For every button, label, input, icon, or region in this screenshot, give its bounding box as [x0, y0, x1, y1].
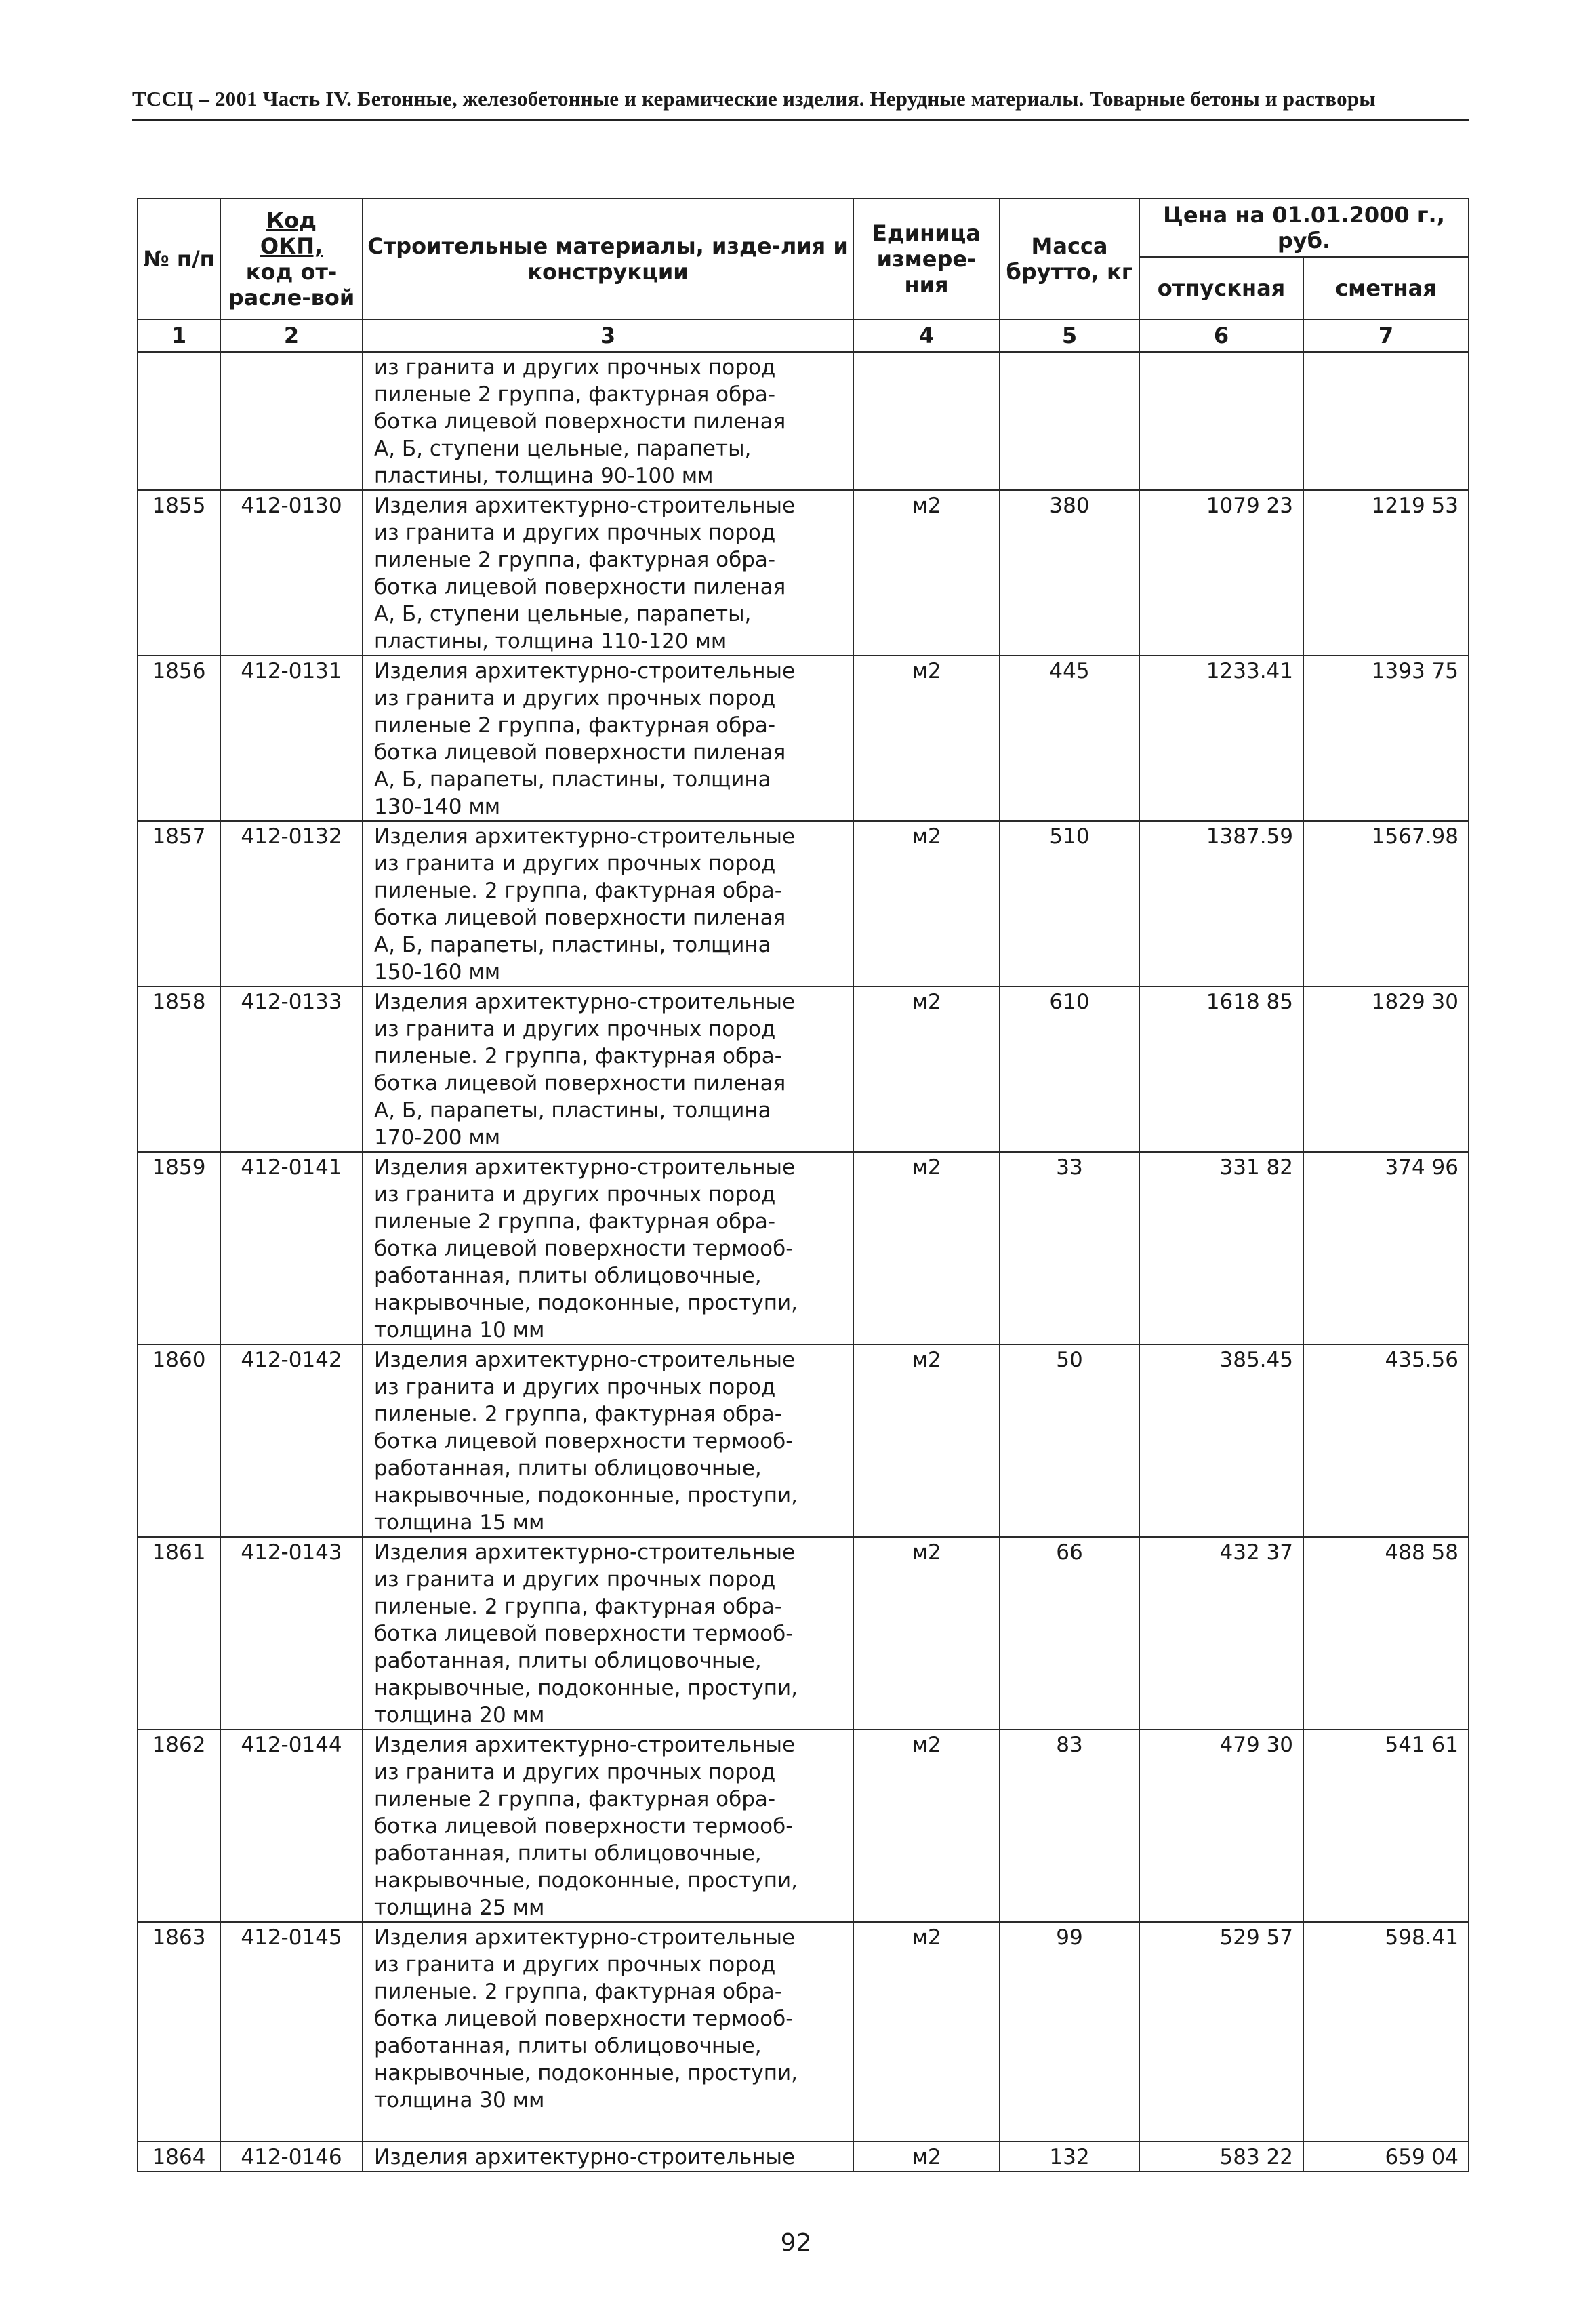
row-num: 1857 [138, 821, 220, 986]
row-mass: 66 [1000, 1537, 1139, 1729]
row-desc: Изделия архитектурно-строительные из гранита и других прочных пород пиленые. 2 группа, фактурная обра- ботка лицевой поверхности термооб- работанная, плиты облицовочные, накрывочные, подоконные, проступи, толщина 20 мм [363, 1537, 853, 1729]
row-price-release: 583 22 [1139, 2142, 1303, 2171]
table-cell [220, 352, 363, 490]
table-row [138, 1344, 1469, 1537]
column-number: 5 [1000, 319, 1139, 352]
row-unit: м2 [853, 1537, 1000, 1729]
row-mass: 132 [1000, 2142, 1139, 2171]
row-price-estimate: 1219 53 [1303, 490, 1469, 656]
table-cell [1000, 352, 1139, 490]
header-num: № п/п [138, 199, 220, 319]
row-price-estimate: 1567.98 [1303, 821, 1469, 986]
row-desc: Изделия архитектурно-строительные из гранита и других прочных пород пиленые. 2 группа, фактурная обра- ботка лицевой поверхности пиленая А, Б, парапеты, пластины, толщина 170-200 мм [363, 986, 853, 1152]
table-cell [1139, 352, 1303, 490]
continuation-row [138, 352, 1469, 490]
row-price-estimate: 1393 75 [1303, 656, 1469, 821]
row-mass: 99 [1000, 1922, 1139, 2142]
column-number: 3 [363, 319, 853, 352]
header-okp-line1: Код [266, 207, 317, 233]
row-mass: 83 [1000, 1729, 1139, 1922]
row-price-estimate: 374 96 [1303, 1152, 1469, 1344]
row-num: 1863 [138, 1922, 220, 2142]
row-num: 1855 [138, 490, 220, 656]
row-desc: Изделия архитектурно-строительные из гранита и других прочных пород пиленые. 2 группа, фактурная обра- ботка лицевой поверхности пиленая А, Б, парапеты, пластины, толщина 150-160 мм [363, 821, 853, 986]
row-unit: м2 [853, 490, 1000, 656]
row-mass: 610 [1000, 986, 1139, 1152]
row-code: 412-0141 [220, 1152, 363, 1344]
row-unit: м2 [853, 1344, 1000, 1537]
row-code: 412-0143 [220, 1537, 363, 1729]
row-num: 1861 [138, 1537, 220, 1729]
row-mass: 50 [1000, 1344, 1139, 1537]
table-cell [1303, 352, 1469, 490]
column-number-row [138, 319, 1469, 352]
row-code: 412-0144 [220, 1729, 363, 1922]
table-row [138, 1537, 1469, 1729]
row-mass: 510 [1000, 821, 1139, 986]
row-unit: м2 [853, 1729, 1000, 1922]
row-desc: Изделия архитектурно-строительные из гранита и других прочных пород пиленые. 2 группа, фактурная обра- ботка лицевой поверхности термооб- работанная, плиты облицовочные, накрывочные, подоконные, проступи, толщина 30 мм [363, 1922, 853, 2142]
table-row [138, 490, 1469, 656]
row-desc: Изделия архитектурно-строительные из гранита и других прочных пород пиленые 2 группа, фактурная обра- ботка лицевой поверхности термооб- работанная, плиты облицовочные, накрывочные, подоконные, проступи, толщина 10 мм [363, 1152, 853, 1344]
table-row [138, 2142, 1469, 2171]
row-price-release: 1387.59 [1139, 821, 1303, 986]
row-price-estimate: 659 04 [1303, 2142, 1469, 2171]
row-mass: 33 [1000, 1152, 1139, 1344]
row-num: 1860 [138, 1344, 220, 1537]
row-price-estimate: 541 61 [1303, 1729, 1469, 1922]
row-mass: 380 [1000, 490, 1139, 656]
column-number: 6 [1139, 319, 1303, 352]
row-price-release: 432 37 [1139, 1537, 1303, 1729]
row-code: 412-0132 [220, 821, 363, 986]
row-code: 412-0146 [220, 2142, 363, 2171]
header-material: Строительные материалы, изде-лия и конструкции [363, 199, 853, 319]
table-cell [138, 352, 220, 490]
column-number: 4 [853, 319, 1000, 352]
row-price-release: 1233.41 [1139, 656, 1303, 821]
header-unit: Единица измере-ния [853, 199, 1000, 319]
row-price-release: 1079 23 [1139, 490, 1303, 656]
row-price-estimate: 435.56 [1303, 1344, 1469, 1537]
row-unit: м2 [853, 821, 1000, 986]
table-row [138, 821, 1469, 986]
row-code: 412-0145 [220, 1922, 363, 2142]
column-number: 2 [220, 319, 363, 352]
row-price-release: 385.45 [1139, 1344, 1303, 1537]
row-price-release: 529 57 [1139, 1922, 1303, 2142]
header-okp-rest: код от-расле-вой [228, 259, 355, 310]
row-price-estimate: 1829 30 [1303, 986, 1469, 1152]
header-mass: Масса брутто, кг [1000, 199, 1139, 319]
row-price-estimate: 598.41 [1303, 1922, 1469, 2142]
row-desc: Изделия архитектурно-строительные из гранита и других прочных пород пиленые 2 группа, фактурная обра- ботка лицевой поверхности пиленая А, Б, парапеты, пластины, толщина 130-140 мм [363, 656, 853, 821]
row-unit: м2 [853, 1152, 1000, 1344]
header-price-release: отпускная [1139, 257, 1303, 319]
page-number: 92 [780, 2229, 812, 2257]
row-code: 412-0133 [220, 986, 363, 1152]
row-code: 412-0131 [220, 656, 363, 821]
row-code: 412-0142 [220, 1344, 363, 1537]
header-price-group: Цена на 01.01.2000 г., руб. [1139, 199, 1469, 257]
row-unit: м2 [853, 986, 1000, 1152]
table-row [138, 1729, 1469, 1922]
row-num: 1864 [138, 2142, 220, 2171]
header-price-estimate: сметная [1303, 257, 1469, 319]
running-head: ТССЦ – 2001 Часть IV. Бетонные, железобетонные и керамические изделия. Нерудные материалы. Товарные бетоны и растворы [132, 87, 1376, 111]
price-table [137, 198, 1469, 2172]
row-price-estimate: 488 58 [1303, 1537, 1469, 1729]
row-price-release: 1618 85 [1139, 986, 1303, 1152]
row-num: 1856 [138, 656, 220, 821]
row-desc: Изделия архитектурно-строительные из гранита и других прочных пород пиленые 2 группа, фактурная обра- ботка лицевой поверхности пиленая А, Б, ступени цельные, парапеты, пластины, толщина 110-120 мм [363, 490, 853, 656]
header-rule [132, 119, 1469, 121]
table-row [138, 1152, 1469, 1344]
continuation-desc: из гранита и других прочных пород пиленые 2 группа, фактурная обра- ботка лицевой поверхности пиленая А, Б, ступени цельные, парапеты, пластины, толщина 90-100 мм [363, 352, 853, 490]
row-unit: м2 [853, 2142, 1000, 2171]
row-price-release: 331 82 [1139, 1152, 1303, 1344]
row-num: 1862 [138, 1729, 220, 1922]
row-mass: 445 [1000, 656, 1139, 821]
header-okp-code [220, 199, 363, 319]
row-num: 1859 [138, 1152, 220, 1344]
table-cell [853, 352, 1000, 490]
row-price-release: 479 30 [1139, 1729, 1303, 1922]
table-row [138, 656, 1469, 821]
row-unit: м2 [853, 1922, 1000, 2142]
row-desc: Изделия архитектурно-строительные [363, 2142, 853, 2171]
row-desc: Изделия архитектурно-строительные из гранита и других прочных пород пиленые. 2 группа, фактурная обра- ботка лицевой поверхности термооб- работанная, плиты облицовочные, накрывочные, подоконные, проступи, толщина 15 мм [363, 1344, 853, 1537]
row-unit: м2 [853, 656, 1000, 821]
header-okp-line2: ОКП, [260, 233, 323, 259]
table-row [138, 1922, 1469, 2142]
column-number: 7 [1303, 319, 1469, 352]
table-row [138, 986, 1469, 1152]
row-num: 1858 [138, 986, 220, 1152]
row-code: 412-0130 [220, 490, 363, 656]
column-number: 1 [138, 319, 220, 352]
row-desc: Изделия архитектурно-строительные из гранита и других прочных пород пиленые 2 группа, фактурная обра- ботка лицевой поверхности термооб- работанная, плиты облицовочные, накрывочные, подоконные, проступи, толщина 25 мм [363, 1729, 853, 1922]
